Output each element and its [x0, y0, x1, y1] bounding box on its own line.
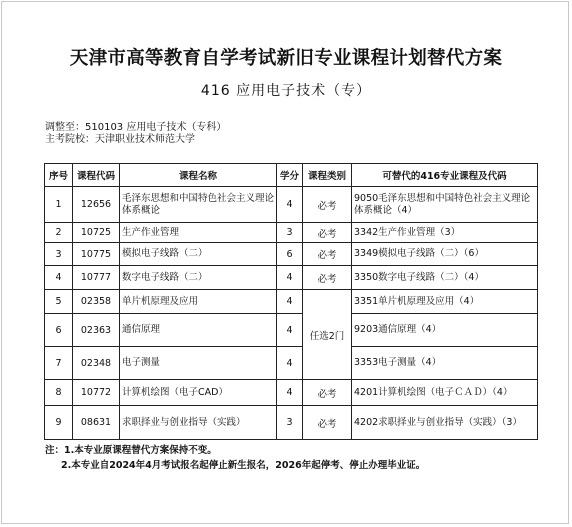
- cell-credit: 3: [277, 223, 303, 243]
- cell-credit: 6: [277, 243, 303, 266]
- table-row: [45, 187, 538, 223]
- cell-name: 毛泽东思想和中国特色社会主义理论体系概论: [120, 187, 277, 223]
- cell-credit: 4: [277, 187, 303, 223]
- table-row: [45, 266, 538, 290]
- cell-code: 02348: [73, 347, 120, 380]
- cell-no: 3: [45, 243, 73, 266]
- cell-type: 必考: [303, 187, 352, 223]
- cell-credit: 4: [277, 380, 303, 406]
- cell-credit: 4: [277, 290, 303, 314]
- adjusted-to-line: 调整至：510103 应用电子技术（专科）: [45, 122, 227, 133]
- document-title: 天津市高等教育自学考试新旧专业课程计划替代方案: [69, 48, 503, 69]
- cell-replace: 4201计算机绘图（电子ＣＡＤ）（4）: [352, 380, 538, 406]
- cell-name: 求职择业与创业指导（实践）: [120, 406, 277, 440]
- cell-type: 必考: [303, 223, 352, 243]
- header-code: 课程代码: [73, 164, 120, 187]
- cell-credit: 3: [277, 406, 303, 440]
- course-replacement-table: [44, 163, 538, 440]
- header-credit: 学分: [277, 164, 303, 187]
- cell-name: 模拟电子线路（二）: [120, 243, 277, 266]
- cell-name: 生产作业管理: [120, 223, 277, 243]
- cell-code: 02358: [73, 290, 120, 314]
- cell-name: 电子测量: [120, 347, 277, 380]
- cell-code: 10775: [73, 243, 120, 266]
- cell-no: 8: [45, 380, 73, 406]
- cell-name: 单片机原理及应用: [120, 290, 277, 314]
- table-header-row: [45, 164, 538, 187]
- cell-no: 1: [45, 187, 73, 223]
- cell-code: 12656: [73, 187, 120, 223]
- major-subtitle: 416 应用电子技术（专）: [200, 83, 372, 99]
- cell-replace: 9050毛泽东思想和中国特色社会主义理论体系概论（4）: [352, 187, 538, 223]
- cell-replace: 4202求职择业与创业指导（实践）（3）: [352, 406, 538, 440]
- cell-credit: 4: [277, 266, 303, 290]
- cell-code: 10777: [73, 266, 120, 290]
- cell-no: 7: [45, 347, 73, 380]
- note-2: 2.本专业自2024年4月考试报名起停止新生报名，2026年起停考、停止办理毕业证。: [61, 460, 426, 471]
- cell-type: 必考: [303, 266, 352, 290]
- cell-code: 08631: [73, 406, 120, 440]
- cell-no: 2: [45, 223, 73, 243]
- host-school-line: 主考院校：天津职业技术师范大学: [45, 134, 195, 145]
- cell-replace: 3353电子测量（4）: [352, 347, 538, 380]
- header-name: 课程名称: [120, 164, 277, 187]
- cell-code: 10772: [73, 380, 120, 406]
- cell-credit: 4: [277, 314, 303, 347]
- cell-replace: 9203通信原理（4）: [352, 314, 538, 347]
- cell-code: 10725: [73, 223, 120, 243]
- table-row: [45, 290, 538, 314]
- table-row: [45, 380, 538, 406]
- table-row: [45, 406, 538, 440]
- table-row: [45, 314, 538, 347]
- table-row: [45, 223, 538, 243]
- cell-no: 6: [45, 314, 73, 347]
- header-no: 序号: [45, 164, 73, 187]
- cell-type-elective: 任选2门: [303, 290, 352, 380]
- table-row: [45, 243, 538, 266]
- cell-credit: 4: [277, 347, 303, 380]
- cell-no: 5: [45, 290, 73, 314]
- cell-replace: 3342生产作业管理（3）: [352, 223, 538, 243]
- cell-name: 计算机绘图（电子CAD）: [120, 380, 277, 406]
- cell-replace: 3350数字电子线路（二）（4）: [352, 266, 538, 290]
- cell-name: 通信原理: [120, 314, 277, 347]
- cell-replace: 3351单片机原理及应用（4）: [352, 290, 538, 314]
- cell-no: 9: [45, 406, 73, 440]
- header-type: 课程类别: [303, 164, 352, 187]
- cell-type: 必考: [303, 243, 352, 266]
- header-replace: 可替代的416专业课程及代码: [352, 164, 538, 187]
- cell-type: 必考: [303, 380, 352, 406]
- cell-no: 4: [45, 266, 73, 290]
- note-1: 注：1.本专业原课程替代方案保持不变。: [45, 445, 217, 456]
- table-row: [45, 347, 538, 380]
- cell-code: 02363: [73, 314, 120, 347]
- cell-type: 必考: [303, 406, 352, 440]
- cell-replace: 3349模拟电子线路（二）（6）: [352, 243, 538, 266]
- cell-name: 数字电子线路（二）: [120, 266, 277, 290]
